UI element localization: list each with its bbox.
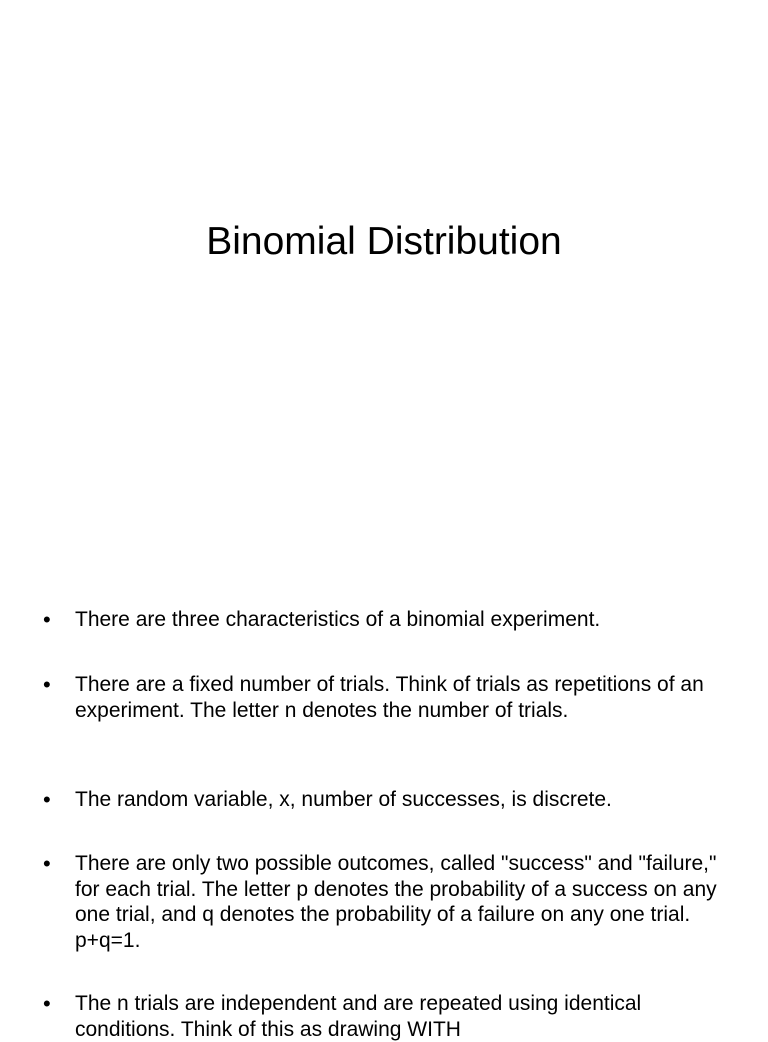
bullet-icon: • [43, 851, 51, 876]
bullet-icon: • [43, 991, 51, 1016]
bullet-text: There are a fixed number of trials. Think of trials as repetitions of an experiment. The letter n denotes the number of trials. [75, 673, 704, 722]
bullet-text: There are three characteristics of a binomial experiment. [75, 608, 601, 631]
bullet-icon: • [43, 607, 51, 632]
bullet-slide [0, 600, 768, 1041]
bullet-icon: • [43, 672, 51, 697]
bullet-icon: • [43, 787, 51, 812]
title-slide [0, 0, 768, 500]
slide-title: Binomial Distribution [206, 220, 562, 263]
bullet-text: The n trials are independent and are repeated using identical conditions. Think of this as drawing WITH [75, 992, 642, 1041]
bullet-text: The random variable, x, number of successes, is discrete. [75, 788, 612, 811]
bullet-text: There are only two possible outcomes, called "success" and "failure," for each trial. The letter p denotes the probability of a success on any one trial, and q denotes the probability of a failure on any one trial. p+q=1. [75, 852, 717, 952]
